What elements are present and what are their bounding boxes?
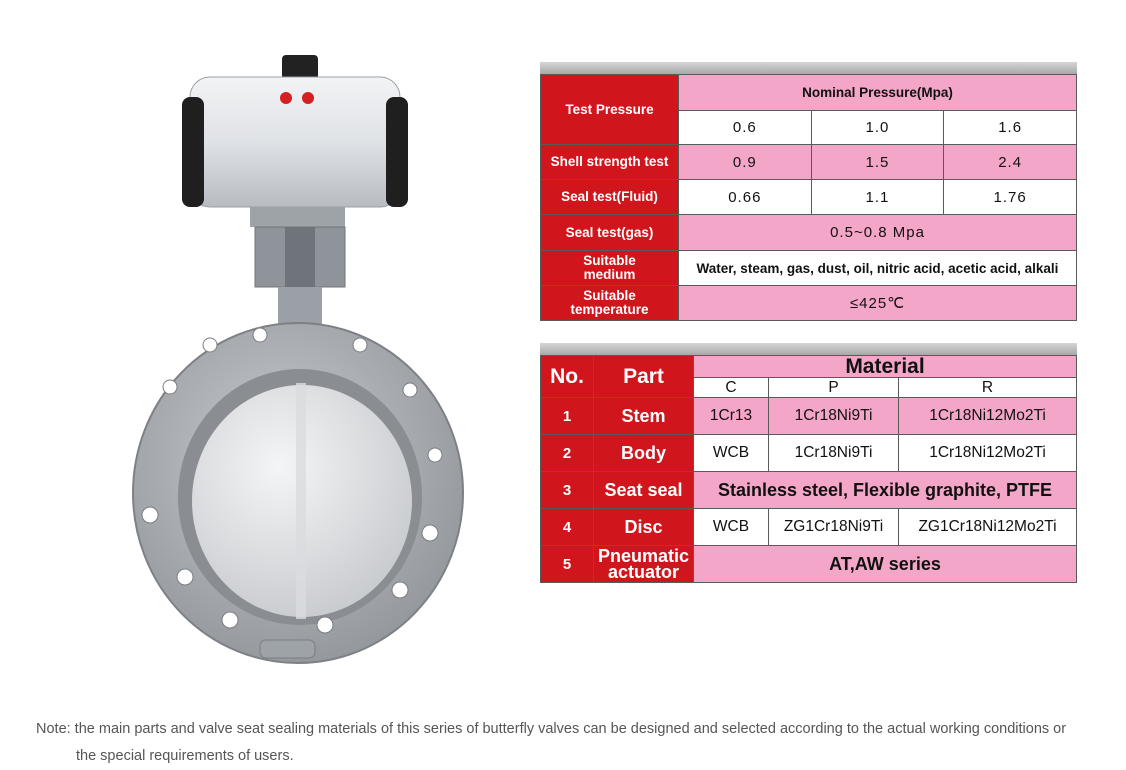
- row-number: 2: [541, 435, 594, 472]
- seal-fluid-label: Seal test(Fluid): [541, 180, 679, 215]
- seal-fluid-value-2: 1.1: [811, 180, 944, 215]
- material-table: [540, 343, 1077, 583]
- table-row: [541, 472, 1077, 509]
- material-p: ZG1Cr18Ni9Ti: [769, 509, 899, 546]
- part-header: Part: [594, 356, 694, 398]
- row-number: 1: [541, 398, 594, 435]
- footnote-line-2: the special requirements of users.: [76, 748, 294, 764]
- part-name: [594, 546, 694, 583]
- row-number: 4: [541, 509, 594, 546]
- row-number: 5: [541, 546, 594, 583]
- suitable-temperature-value: ≤425℃: [679, 286, 1077, 321]
- row-number: 3: [541, 472, 594, 509]
- table-row: [541, 435, 1077, 472]
- footnote-line-1: Note: the main parts and valve seat sealing materials of this series of butterfly valves can be designed and selected according to the actual working conditions or: [36, 721, 1067, 737]
- material-r: 1Cr18Ni12Mo2Ti: [899, 435, 1077, 472]
- test-pressure-label: Test Pressure: [541, 75, 679, 145]
- material-sub-header-p: P: [769, 378, 899, 398]
- suitable-temperature-label: [541, 286, 679, 321]
- medium-label-line-1: Suitable: [583, 253, 636, 268]
- medium-label-line-2: medium: [583, 267, 636, 282]
- no-header: No.: [541, 356, 594, 398]
- table-top-bar: [540, 343, 1077, 355]
- pressure-test-table: [540, 62, 1077, 321]
- temp-label-line-1: Suitable: [583, 288, 636, 303]
- temp-label-line-2: temperature: [570, 302, 649, 317]
- shell-strength-label: Shell strength test: [541, 145, 679, 180]
- shell-value-3: 2.4: [944, 145, 1077, 180]
- suitable-medium-label: [541, 251, 679, 286]
- part-name: Seat seal: [594, 472, 694, 509]
- shell-value-1: 0.9: [679, 145, 812, 180]
- material-r: ZG1Cr18Ni12Mo2Ti: [899, 509, 1077, 546]
- seal-gas-label: Seal test(gas): [541, 215, 679, 251]
- suitable-medium-value: Water, steam, gas, dust, oil, nitric acid, acetic acid, alkali: [679, 251, 1077, 286]
- nominal-value-2: 1.0: [811, 111, 944, 145]
- material-c: WCB: [694, 435, 769, 472]
- shell-value-2: 1.5: [811, 145, 944, 180]
- material-p: 1Cr18Ni9Ti: [769, 435, 899, 472]
- part-name-line-2: actuator: [607, 562, 679, 582]
- part-name: Body: [594, 435, 694, 472]
- nominal-value-1: 0.6: [679, 111, 812, 145]
- material-c: WCB: [694, 509, 769, 546]
- material-header: Material: [694, 356, 1077, 378]
- table-row: [541, 546, 1077, 583]
- part-name-line-1: Pneumatic: [597, 546, 690, 566]
- table-row: [541, 509, 1077, 546]
- table-top-bar: [540, 62, 1077, 74]
- material-span: AT,AW series: [694, 546, 1077, 583]
- material-p: 1Cr18Ni9Ti: [769, 398, 899, 435]
- nominal-pressure-header: Nominal Pressure(Mpa): [679, 75, 1077, 111]
- part-name: Disc: [594, 509, 694, 546]
- butterfly-valve-photo: [110, 45, 490, 675]
- material-c: 1Cr13: [694, 398, 769, 435]
- material-r: 1Cr18Ni12Mo2Ti: [899, 398, 1077, 435]
- table-row: [541, 398, 1077, 435]
- seal-gas-value: 0.5~0.8 Mpa: [679, 215, 1077, 251]
- nominal-value-3: 1.6: [944, 111, 1077, 145]
- seal-fluid-value-1: 0.66: [679, 180, 812, 215]
- material-span: Stainless steel, Flexible graphite, PTFE: [694, 472, 1077, 509]
- footnote: [36, 716, 1096, 770]
- material-sub-header-r: R: [899, 378, 1077, 398]
- material-sub-header-c: C: [694, 378, 769, 398]
- seal-fluid-value-3: 1.76: [944, 180, 1077, 215]
- part-name: Stem: [594, 398, 694, 435]
